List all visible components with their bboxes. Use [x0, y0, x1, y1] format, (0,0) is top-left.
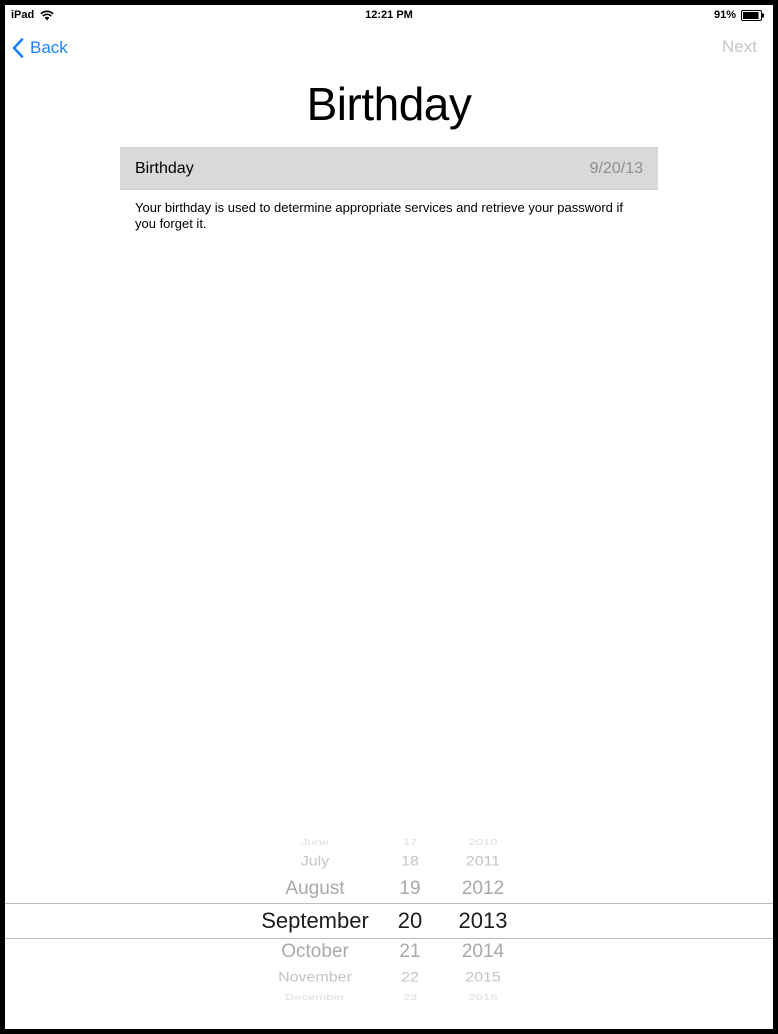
- picker-day[interactable]: 18: [401, 854, 419, 870]
- picker-month[interactable]: November: [278, 970, 352, 986]
- device-name: iPad: [11, 9, 35, 21]
- picker-month-selected[interactable]: September: [261, 907, 369, 933]
- back-label: Back: [30, 38, 68, 57]
- birthday-info-text: Your birthday is used to determine appropriate services and retrieve your password if you forget it.: [135, 200, 623, 231]
- picker-year[interactable]: 2016: [468, 993, 498, 1003]
- screen: [5, 5, 773, 1029]
- picker-month[interactable]: August: [285, 877, 345, 899]
- picker-month[interactable]: October: [281, 940, 349, 962]
- status-time: 12:21 PM: [365, 9, 413, 21]
- picker-month[interactable]: June: [300, 838, 330, 848]
- picker-day[interactable]: 21: [399, 940, 421, 962]
- battery-percent: 91%: [713, 9, 736, 21]
- chevron-left-icon: [12, 38, 24, 58]
- picker-year[interactable]: 2015: [465, 970, 501, 986]
- picker-day[interactable]: 22: [401, 970, 419, 986]
- picker-year[interactable]: 2014: [461, 940, 505, 962]
- status-bar: [5, 5, 773, 25]
- picker-day-selected[interactable]: 20: [397, 907, 423, 933]
- birthday-label: Birthday: [135, 159, 194, 177]
- picker-day[interactable]: 23: [402, 993, 418, 1003]
- picker-year[interactable]: 2012: [461, 877, 505, 899]
- next-button[interactable]: Next: [722, 37, 757, 56]
- picker-selection-bottom-line: [5, 938, 773, 939]
- picker-year[interactable]: 2011: [465, 854, 501, 870]
- picker-year-selected[interactable]: 2013: [458, 907, 508, 933]
- picker-month[interactable]: December: [285, 993, 345, 1003]
- back-button[interactable]: [12, 35, 68, 61]
- picker-selection-top-line: [5, 903, 773, 904]
- birthday-row[interactable]: [120, 147, 658, 190]
- picker-day[interactable]: 17: [402, 838, 418, 848]
- picker-year[interactable]: 2010: [468, 838, 498, 848]
- battery-icon: [741, 10, 765, 21]
- page-title: Birthday: [306, 78, 472, 130]
- picker-month[interactable]: July: [300, 854, 330, 870]
- birthday-value: 9/20/13: [589, 159, 643, 177]
- picker-day[interactable]: 19: [399, 877, 421, 899]
- date-picker[interactable]: [5, 825, 773, 1010]
